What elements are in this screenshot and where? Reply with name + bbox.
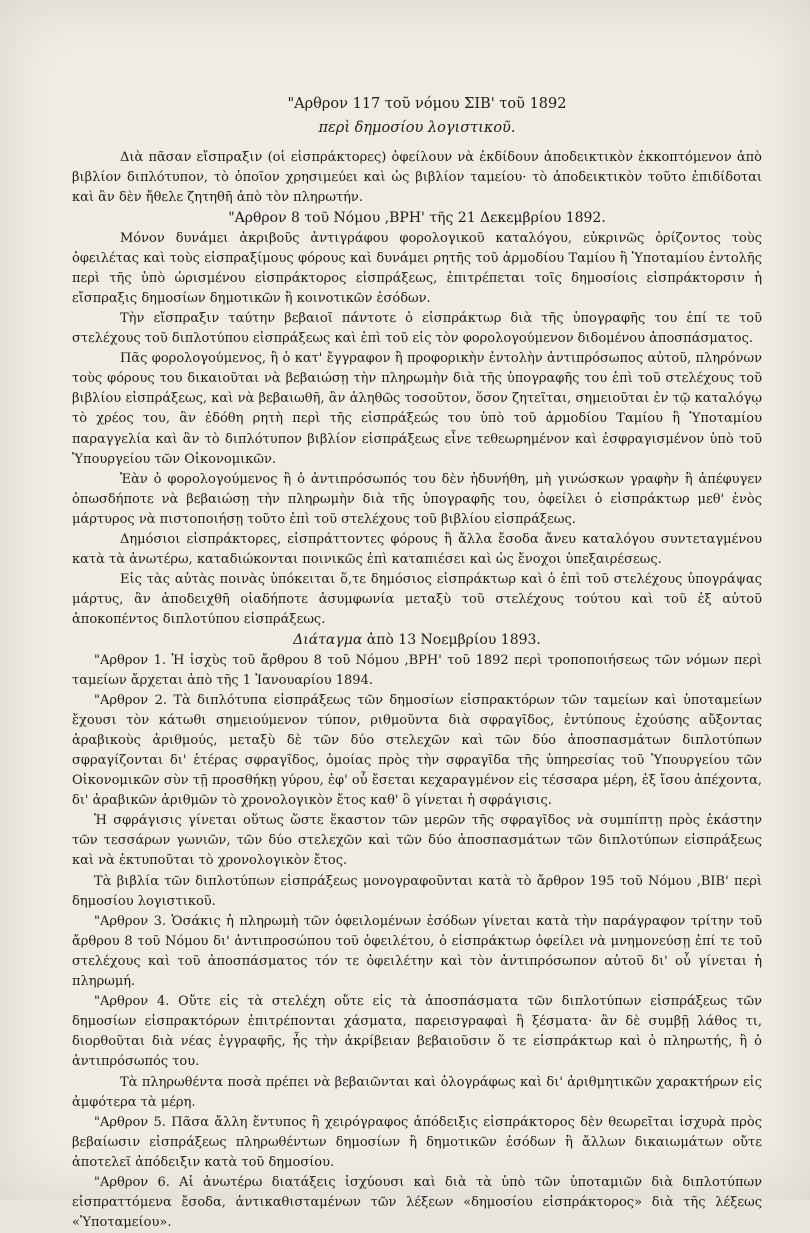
article-5: "Αρθρον 5. Πᾶσα ἄλλη ἔντυπος ἢ χειρόγραφος ἀπόδειξις εἰσπράκτορος δὲν θεωρεῖται ἰσχυρὰ πρὸς βεβαίωσιν εἰσπράξεως πληρωθέντων δημοσίων ἢ δημοτικῶν ἐσόδων ἢ ἄλλων δικαιωμάτων οὔτε ἀποτελεῖ ἀπόδειξιν κατὰ τοῦ δημοσίου.: [72, 1114, 762, 1170]
decree-heading: [72, 630, 762, 650]
article-2-paragraph-1: "Αρθρον 2. Τὰ διπλότυπα εἰσπράξεως τῶν δημοσίων εἰσπρακτόρων τῶν ταμείων καὶ ὑποταμείων ἔχουσι τὸν κάτωθι σημειούμενον τύπον, ριθμοῦντα διὰ σφραγῖδος, ἐντύπους ἐχούσης αὔξοντας ἀραβικοὺς ἀριθμούς, μεταξὺ δὲ τῶν δύο στελεχῶν καὶ τῶν δύο ἀποσπασμάτων διπλοτύπων σφραγίζονται δι' ἑτέρας σφραγῖδος, ὁμοίας πρὸς τὴν σφραγῖδα τῆς ὑπηρεσίας τοῦ Ὑπουργείου τῶν Οἰκονομικῶν σὺν τῇ προσθήκῃ γύρου, ἐφ' οὗ ἔσεται κεχαραγμένον εἰς τέσσαρα μέρη, ἐξ ἴσου ἀπέχοντα, δι' ἀραβικῶν ἀριθμῶν τὸ χρονολογικὸν ἔτος καθ' ὃ γίνεται ἡ σφράγισις.: [72, 692, 762, 809]
intro-paragraph: Διὰ πᾶσαν εἴσπραξιν (οἱ εἰσπράκτορες) ὀφείλουν νὰ ἐκδίδουν ἀποδεικτικὸν ἐκκοπτόμενον ἀπὸ βιβλίον διπλότυπον, τὸ ὁποῖον χρησιμεύει καὶ ὡς βιβλίον ταμείου· τὸ ἀποδεικτικὸν τοῦτο ἐπιδίδοται καὶ ἂν δὲν ἤθελε ζητηθῆ ἀπὸ τὸν πληρωτήν.: [72, 150, 762, 206]
document-body: [72, 94, 762, 1233]
document-title: "Αρθρον 117 τοῦ νόμου ΣΙΒ' τοῦ 1892: [287, 96, 567, 112]
document-subtitle: περὶ δημοσίου λογιστικοῦ.: [318, 120, 516, 137]
law8-heading: "Αρθρον 8 τοῦ Νόμου ,ΒΡΗ' τῆς 21 Δεκεμβρίου 1892.: [228, 210, 606, 227]
article-1: "Αρθρον 1. Ἡ ἰσχὺς τοῦ ἄρθρου 8 τοῦ Νόμου ,ΒΡΗ' τοῦ 1892 περὶ τροποποιήσεως τῶν νόμων περὶ ταμείων ἄρχεται ἀπὸ τῆς 1 Ἰανουαρίου 1894.: [72, 652, 762, 688]
law8-paragraph-3: Πᾶς φορολογούμενος, ἢ ὁ κατ' ἔγγραφον ἢ προφορικὴν ἐντολὴν ἀντιπρόσωπος αὐτοῦ, πληρόνων τοὺς φόρους του δικαιοῦται νὰ βεβαιώσῃ τὴν πληρωμὴν διὰ τῆς ὑπογραφῆς του ἐπὶ τοῦ στελέχους τοῦ βιβλίου εἰσπράξεως, καὶ νὰ βεβαιωθῆ, ἂν ἀληθῶς τοσοῦτον, ὅσον ζητεῖται, σημειοῦται ἐν τῷ καταλόγῳ τὸ χρέος του, ἂν ἐδόθη ρητὴ περὶ τῆς εἰσπράξεώς του ὑπὸ τοῦ ἁρμοδίου Ταμίου ἢ Ὑποταμίου παραγγελία καὶ ἂν τὸ διπλότυπον βιβλίον εἰσπράξεως εἶνε τεθεωρημένον καὶ ἐσφραγισμένον ὑπὸ τοῦ Ὑπουργείου τῶν Οἰκονομικῶν.: [72, 351, 762, 467]
article-4-paragraph-1: "Αρθρον 4. Οὔτε εἰς τὰ στελέχη οὔτε εἰς τὰ ἀποσπάσματα τῶν διπλοτύπων εἰσπράξεως τῶν δημοσίων εἰσπρακτόρων ἐπιτρέπονται χάσματα, παρεισγραφαὶ ἢ ξέσματα· ἂν δὲ συμβῇ λάθος τι, διορθοῦται διὰ νέας ἐγγραφῆς, ἧς τὴν ἀκρίβειαν βεβαιοῦσιν ὅ τε εἰσπράκτωρ καὶ ὁ πληρωτής, ἢ ὁ ἀντιπρόσωπός του.: [72, 994, 762, 1070]
decree-heading-date: ἀπὸ 13 Νοεμβρίου 1893.: [362, 632, 541, 649]
law8-paragraph-1: Μόνον δυνάμει ἀκριβοῦς ἀντιγράφου φορολογικοῦ καταλόγου, εὐκρινῶς ὁρίζοντος τοὺς ὀφειλέτας καὶ τοὺς εἰσπραξίμους φόρους καὶ δυνάμει ρητῆς τοῦ ἁρμοδίου Ταμίου ἢ Ὑποταμίου ἐντολῆς περὶ τῆς ὑπὸ ὡρισμένου εἰσπράκτορος εἰσπράξεως, ἐπιτρέπεται τοῖς δημοσίοις εἰσπράκτορσιν ἡ εἴσπραξις δημοσίων δημοτικῶν ἢ κοινοτικῶν ἐσόδων.: [72, 230, 762, 306]
law8-paragraph-5: Δημόσιοι εἰσπράκτορες, εἰσπράττοντες φόρους ἢ ἄλλα ἔσοδα ἄνευ καταλόγου συντεταγμένου κατὰ τὰ ἀνωτέρω, καταδιώκονται ποινικῶς ἐπὶ καταπιέσει καὶ ὡς ἔνοχοι ὑπεξαιρέσεως.: [72, 531, 762, 568]
article-4-paragraph-2: Τὰ πληρωθέντα ποσὰ πρέπει νὰ βεβαιῶνται καὶ ὁλογράφως καὶ δι' ἀριθμητικῶν χαρακτήρων εἰς ἀμφότερα τὰ μέρη.: [72, 1074, 762, 1110]
law8-paragraph-6: Εἰς τὰς αὐτὰς ποινὰς ὑπόκειται ὅ,τε δημόσιος εἰσπράκτωρ καὶ ὁ ἐπὶ τοῦ στελέχους ὑπογράψας μάρτυς, ἂν ἀποδειχθῆ οἱαδήποτε ἀσυμφωνία μεταξὺ τοῦ στελέχους τούτου καὶ τοῦ ἐξ αὐτοῦ ἀποκοπέντος διπλοτύπου εἰσπράξεως.: [72, 572, 762, 628]
article-6: "Αρθρον 6. Αἱ ἀνωτέρω διατάξεις ἰσχύουσι καὶ διὰ τὰ ὑπὸ τῶν ὑποταμιῶν διὰ διπλοτύπων εἰσπραττόμενα ἔσοδα, ἀντικαθισταμένων τῶν λέξεων «δημοσίου εἰσπράκτορος» διὰ τῆς λέξεως «Ὑποταμείου».: [72, 1174, 762, 1231]
law8-paragraph-4: Ἐὰν ὁ φορολογούμενος ἢ ὁ ἀντιπρόσωπός του δὲν ἠδυνήθη, μὴ γινώσκων γραφὴν ἢ ἀπέφυγεν ὁπωσδήποτε νὰ βεβαιώσῃ τὴν πληρωμὴν διὰ τῆς ὑπογραφῆς του, ὀφείλει ὁ εἰσπράκτωρ μεθ' ἑνὸς μάρτυρος νὰ πιστοποιήσῃ τοῦτο ἐπὶ τοῦ στελέχους τοῦ βιβλίου εἰσπράξεως.: [72, 471, 762, 527]
article-2-paragraph-2: Ἡ σφράγισις γίνεται οὕτως ὥστε ἕκαστον τῶν μερῶν τῆς σφραγῖδος νὰ συμπίπτῃ πρὸς ἑκάστην τῶν τεσσάρων γωνιῶν, τῶν δύο στελεχῶν καὶ τῶν δύο ἀποσπασμάτων τῶν διπλοτύπων εἰσπράξεως καὶ νὰ ἐκτυποῦται τὸ χρονολογικὸν ἔτος.: [72, 813, 762, 869]
article-2-paragraph-3: Τὰ βιβλία τῶν διπλοτύπων εἰσπράξεως μονογραφοῦνται κατὰ τὸ ἄρθρον 195 τοῦ Νόμου ,ΒΙΒ' περὶ δημοσίου λογιστικοῦ.: [72, 873, 762, 909]
law8-paragraph-2: Τὴν εἴσπραξιν ταύτην βεβαιοῖ πάντοτε ὁ εἰσπράκτωρ διὰ τῆς ὑπογραφῆς του ἐπί τε τοῦ στελέχους τοῦ διπλοτύπου εἰσπράξεως καὶ ἐπὶ τοῦ εἰς τὸν φορολογούμενον διδομένου ἀποσπάσματος.: [72, 310, 762, 347]
article-3: "Αρθρον 3. Ὁσάκις ἡ πληρωμὴ τῶν ὀφειλομένων ἐσόδων γίνεται κατὰ τὴν παράγραφον τρίτην τοῦ ἄρθρου 8 τοῦ Νόμου δι' ἀντιπροσώπου τοῦ ὀφειλέτου, ὁ εἰσπράκτωρ ὀφείλει νὰ μνημονεύσῃ ἐπί τε τοῦ στελέχους καὶ τοῦ ἀποσπάσματος τόν τε ὀφειλέτην καὶ τὸν ἀντιπρόσωπον αὐτοῦ δι' οὗ γίνεται ἡ πληρωμή.: [72, 913, 762, 990]
decree-heading-word: Διάταγμα: [293, 632, 363, 649]
